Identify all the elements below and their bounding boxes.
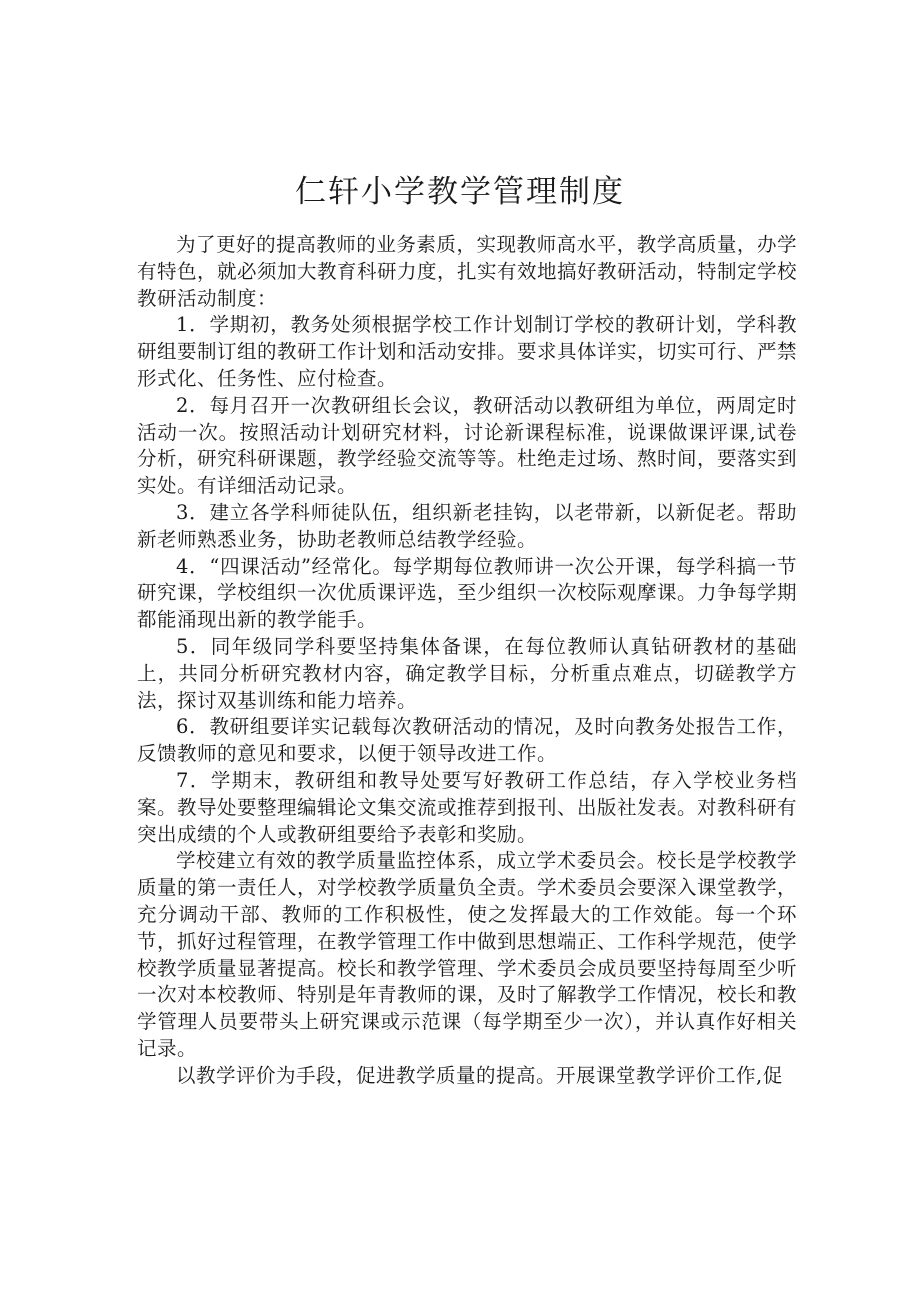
rule-item-7: 7．学期末，教研组和教导处要写好教研工作总结，存入学校业务档案。教导处要整理编辑论文集交流或推荐到报刊、出版社发表。对教科研有突出成绩的个人或教研组要给予表彰和奖励。 [137, 768, 798, 846]
rule-item-3: 3．建立各学科师徒队伍，组织新老挂钩，以老带新，以新促老。帮助新老师熟悉业务，协助老教师总结教学经验。 [137, 500, 797, 551]
evaluation-paragraph: 以教学评价为手段，促进教学质量的提高。开展课堂教学评价工作,促 [176, 1063, 783, 1087]
document-title: 仁轩小学教学管理制度 [295, 174, 625, 210]
rule-item-5: 5．同年级同学科要坚持集体备课，在每位教师认真钻研教材的基础上，共同分析研究教材内容，确定教学目标，分析重点难点，切磋教学方法，探讨双基训练和能力培养。 [137, 634, 797, 712]
rule-item-6: 6．教研组要详实记载每次教研活动的情况，及时向教务处报告工作，反馈教师的意见和要求，以便于领导改进工作。 [137, 715, 797, 766]
rule-item-1: 1．学期初，教务处须根据学校工作计划制订学校的教研计划，学科教研组要制订组的教研工作计划和活动安排。要求具体详实，切实可行、严禁形式化、任务性、应付检查。 [137, 313, 798, 390]
intro-paragraph: 为了更好的提高教师的业务素质，实现教师高水平，教学高质量，办学有特色，就必须加大教育科研力度，扎实有效地搞好教研活动，特制定学校教研活动制度： [137, 233, 798, 310]
rule-item-4: 4．“四课活动”经常化。每学期每位教师讲一次公开课，每学科搞一节研究课，学校组织一次优质课评选，至少组织一次校际观摩课。力争每学期都能涌现出新的教学能手。 [137, 554, 798, 632]
document-body [137, 232, 797, 1090]
rule-item-2: 2．每月召开一次教研组长会议，教研活动以教研组为单位，两周定时活动一次。按照活动计划研究材料，讨论新课程标准，说课做课评课,试卷分析，研究科研课题，教学经验交流等等。杜绝走过场、熬时间，要落实到实处。有详细活动记录。 [137, 393, 798, 498]
quality-monitoring-paragraph: 学校建立有效的教学质量监控体系，成立学术委员会。校长是学校教学质量的第一责任人，对学校教学质量负全责。学术委员会要深入课堂教学，充分调动干部、教师的工作积极性，使之发挥最大的工作效能。每一个环节，抓好过程管理，在教学管理工作中做到思想端正、工作科学规范，使学校教学质量显著提高。校长和教学管理、学术委员会成员要坚持每周至少听一次对本校教师、特别是年青教师的课，及时了解教学工作情况，校长和教学管理人员要带头上研究课或示范课（每学期至少一次），并认真作好相关记录。 [137, 849, 798, 1060]
